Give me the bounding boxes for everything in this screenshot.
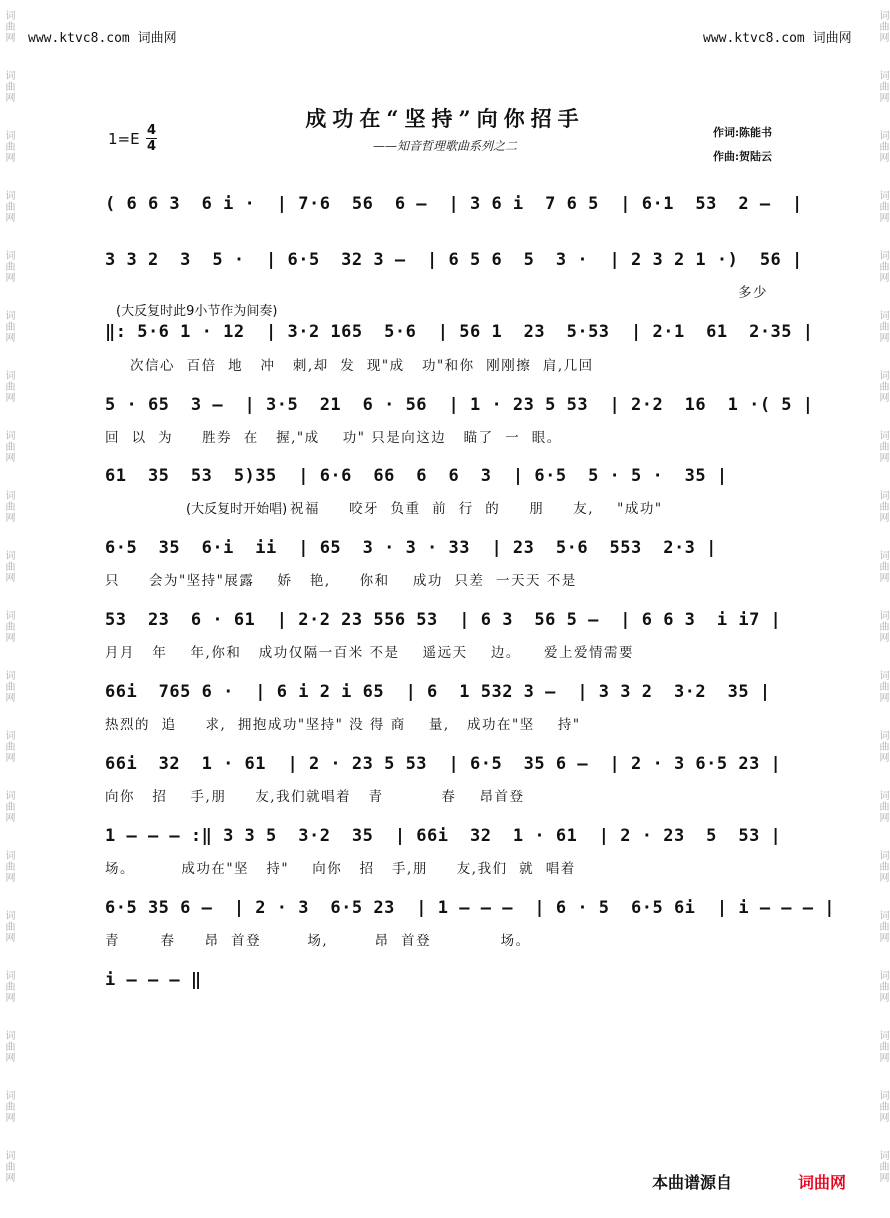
score-line-4-music: 5 · 65 3 – | 3·5 21 6 · 56 | 1 · 23 5 53 | 2·2 16 1 ·( 5 | xyxy=(105,395,814,415)
watermark-text: 词曲网 xyxy=(877,490,888,523)
left-watermark-strip xyxy=(0,0,16,1218)
watermark-text: 词曲网 xyxy=(3,610,14,643)
watermark-text: 词曲网 xyxy=(877,850,888,883)
watermark-text: 词曲网 xyxy=(877,130,888,163)
site-url-left[interactable]: www.ktvc8.com 词曲网 xyxy=(28,31,177,46)
song-title: 成功在“坚持”向你招手 xyxy=(305,106,585,131)
watermark-text: 词曲网 xyxy=(3,1090,14,1123)
time-signature-bottom: 4 xyxy=(146,139,157,154)
right-watermark-strip xyxy=(874,0,890,1218)
watermark-text: 词曲网 xyxy=(877,910,888,943)
score-line-8-lyric: 热烈的 追 求, 拥抱成功"坚持" 没 得 商 量, 成功在"坚 持" xyxy=(105,717,581,733)
score-line-5-music: 61 35 53 5)35 | 6·6 66 6 6 3 | 6·5 5 · 5 · 35 | xyxy=(105,466,728,486)
score-line-7-music: 53 23 6 · 61 | 2·2 23 556 53 | 6 3 56 5 – | 6 6 3 i i7 | xyxy=(105,610,782,630)
score-line-7-lyric: 月月 年 年,你和 成功仅隔一百米 不是 遥远天 边。 爱上爱情需要 xyxy=(105,645,634,661)
watermark-text: 词曲网 xyxy=(3,730,14,763)
score-line-4-lyric: 回 以 为 胜券 在 握,"成 功" 只是向这边 瞄了 一 眼。 xyxy=(105,430,562,446)
composer-credit: 作曲:贺陆云 xyxy=(713,150,773,163)
score-line-12-music: i – – – ‖ xyxy=(105,970,202,990)
footer-brand-logo[interactable]: 词曲网 xyxy=(798,1173,847,1192)
score-line-6-music: 6·5 35 6·i ii | 65 3 · 3 · 33 | 23 5·6 553 2·3 | xyxy=(105,538,717,558)
watermark-text: 词曲网 xyxy=(3,130,14,163)
watermark-text: 词曲网 xyxy=(877,1150,888,1183)
watermark-text: 词曲网 xyxy=(877,670,888,703)
watermark-text: 词曲网 xyxy=(3,430,14,463)
watermark-text: 词曲网 xyxy=(877,10,888,43)
watermark-text: 词曲网 xyxy=(3,970,14,1003)
watermark-text: 词曲网 xyxy=(877,970,888,1003)
score-line-2-lyric: 多少 xyxy=(738,285,768,301)
interlude-note: (大反复时此9小节作为间奏) xyxy=(116,304,278,319)
watermark-text: 词曲网 xyxy=(3,1030,14,1063)
watermark-text: 词曲网 xyxy=(3,850,14,883)
lyricist-credit: 作词:陈能书 xyxy=(713,126,773,139)
watermark-text: 词曲网 xyxy=(877,1030,888,1063)
watermark-text: 词曲网 xyxy=(3,70,14,103)
score-line-1-music: ( 6 6 3 6 i · | 7·6 56 6 – | 3 6 i 7 6 5 | 6·1 53 2 – | xyxy=(105,194,803,214)
watermark-text: 词曲网 xyxy=(3,490,14,523)
song-subtitle: ——知音哲理歌曲系列之二 xyxy=(372,139,517,153)
watermark-text: 词曲网 xyxy=(3,790,14,823)
watermark-text: 词曲网 xyxy=(3,370,14,403)
watermark-text: 词曲网 xyxy=(877,730,888,763)
score-line-9-music: 66i 32 1 · 61 | 2 · 23 5 53 | 6·5 35 6 – | 2 · 3 6·5 23 | xyxy=(105,754,782,774)
score-line-8-music: 66i 765 6 · | 6 i 2 i 65 | 6 1 532 3 – | 3 3 2 3·2 35 | xyxy=(105,682,771,702)
watermark-text: 词曲网 xyxy=(3,1150,14,1183)
watermark-text: 词曲网 xyxy=(3,670,14,703)
watermark-text: 词曲网 xyxy=(3,550,14,583)
watermark-text: 词曲网 xyxy=(877,310,888,343)
watermark-text: 词曲网 xyxy=(3,250,14,283)
watermark-text: 词曲网 xyxy=(877,370,888,403)
score-line-2-music: 3 3 2 3 5 · | 6·5 32 3 – | 6 5 6 5 3 · | 2 3 2 1 ·) 56 | xyxy=(105,250,803,270)
watermark-text: 词曲网 xyxy=(877,430,888,463)
score-line-3-lyric: 次信心 百倍 地 冲 刺,却 发 现"成 功"和你 刚刚擦 肩,几回 xyxy=(130,358,594,374)
score-line-6-lyric: 只 会为"坚持"展露 娇 艳, 你和 成功 只差 一天天 不是 xyxy=(105,573,577,589)
key-signature: 1=E xyxy=(108,130,140,148)
watermark-text: 词曲网 xyxy=(877,1090,888,1123)
da-capo-start-note: (大反复时开始唱) xyxy=(186,502,288,517)
watermark-text: 词曲网 xyxy=(3,310,14,343)
score-line-11-lyric: 青 春 昂 首登 场, 昂 首登 场。 xyxy=(105,933,531,949)
watermark-text: 词曲网 xyxy=(877,790,888,823)
score-line-5-lyric: 祝福 咬牙 负重 前 行 的 朋 友, "成功" xyxy=(290,501,663,517)
score-line-11-music: 6·5 35 6 – | 2 · 3 6·5 23 | 1 – – – | 6 · 5 6·5 6i | i – – – | xyxy=(105,898,835,918)
score-line-10-music: 1 – – – :‖ 3 3 5 3·2 35 | 66i 32 1 · 61 | 2 · 23 5 53 | xyxy=(105,826,782,846)
watermark-text: 词曲网 xyxy=(877,550,888,583)
watermark-text: 词曲网 xyxy=(3,190,14,223)
time-signature-top: 4 xyxy=(146,123,157,138)
watermark-text: 词曲网 xyxy=(3,10,14,43)
watermark-text: 词曲网 xyxy=(877,610,888,643)
footer-source-label: 本曲谱源自 xyxy=(652,1173,733,1192)
site-url-right[interactable]: www.ktvc8.com 词曲网 xyxy=(703,31,852,46)
score-line-3-music: ‖: 5·6 1 · 12 | 3·2 165 5·6 | 56 1 23 5·53 | 2·1 61 2·35 | xyxy=(105,322,814,342)
watermark-text: 词曲网 xyxy=(877,70,888,103)
score-line-9-lyric: 向你 招 手,朋 友,我们就唱着 青 春 昂首登 xyxy=(105,789,525,805)
watermark-text: 词曲网 xyxy=(877,250,888,283)
watermark-text: 词曲网 xyxy=(3,910,14,943)
score-line-10-lyric: 场。 成功在"坚 持" 向你 招 手,朋 友,我们 就 唱着 xyxy=(105,861,576,877)
watermark-text: 词曲网 xyxy=(877,190,888,223)
time-signature xyxy=(146,124,157,153)
